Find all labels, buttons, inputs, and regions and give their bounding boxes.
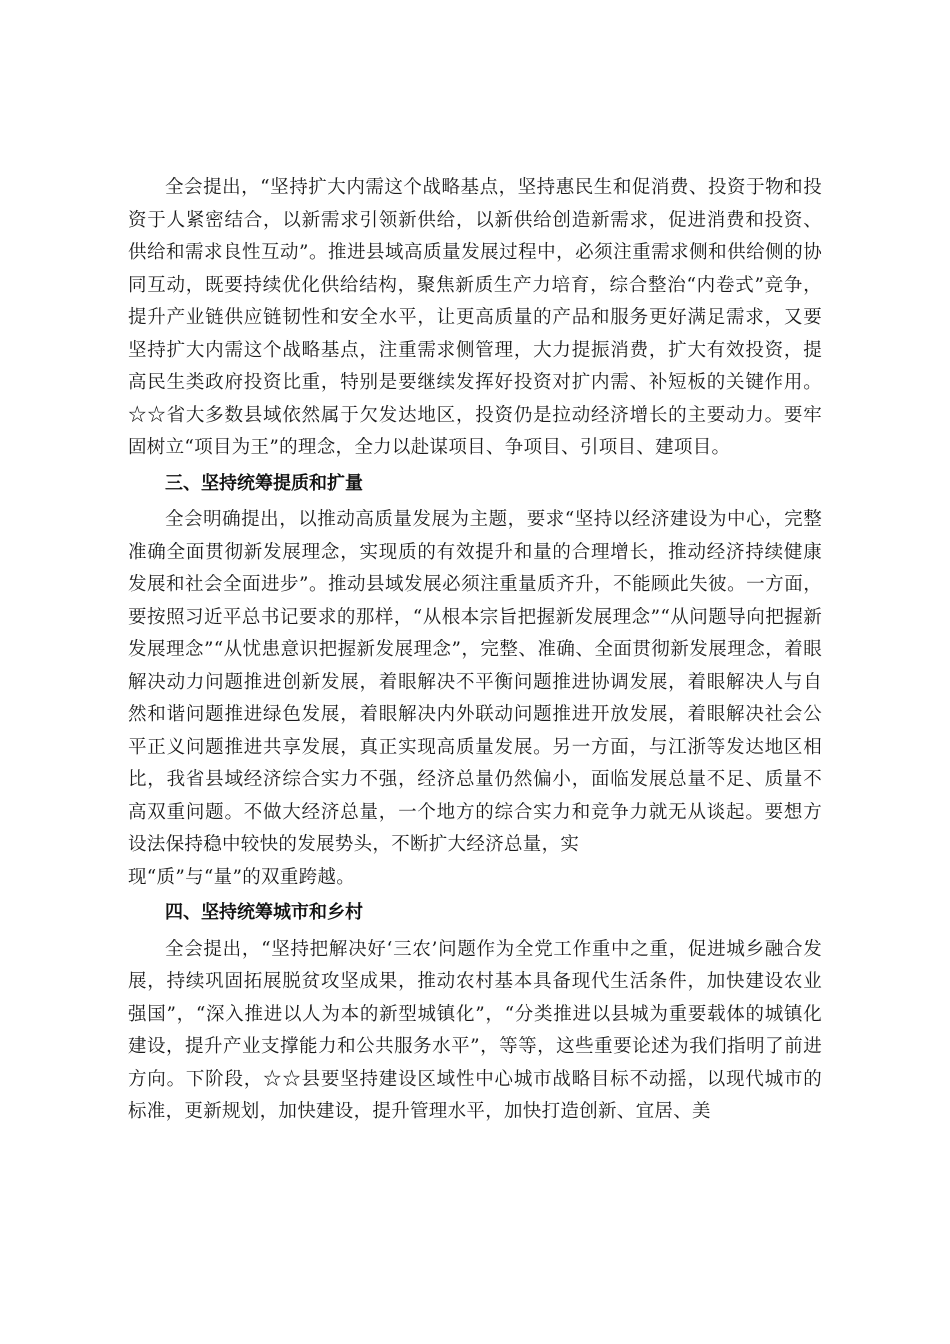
body-paragraph: 全会提出，“坚持把解决好‘三农’问题作为全党工作重中之重，促进城乡融合发展，持续巩固拓展脱贫攻坚成果，推动农村基本具备现代生活条件，加快建设农业强国”，“深入推进以人为本的新型城镇化”，“分类推进以县城为重要载体的城镇化建设，提升产业支撑能力和公共服务水平”，等等，这些重要论述为我们指明了前进方向。下阶段，☆☆县要坚持建设区域性中心城市战略目标不动摇，以现代城市的标准，更新规划，加快建设，提升管理水平，加快打造创新、宜居、美	[128, 938, 822, 1122]
paragraph-text: 全会明确提出，以推动高质量发展为主题，要求“坚持以经济建设为中心，完整准确全面贯彻新发展理念，实现质的有效提升和量的合理增长，推动经济持续健康发展和社会全面进步”。推动县域发展必须注重量质齐升，不能顾此失彼。一方面，要按照习近平总书记要求的那样，“从根本宗旨把握新发展理念”“从问题导向把握新发展理念”“从忧患意识把握新发展理念”，完整、准确、全面贯彻新发展理念，着眼解决动力问题推进创新发展，着眼解决不平衡问题推进协调发展，着眼解决人与自然和谐问题推进绿色发展，着眼解决内外联动问题推进开放发展，着眼解决社会公平正义问题推进共享发展，真正实现高质量发展。另一方面，与江浙等发达地区相比，我省县域经济综合实力不强，经济总量仍然偏小，面临发展总量不足、质量不高双重问题。不做大经济总量，一个地方的综合实力和竞争力就无从谈起。要想方设法保持稳中较快的发展势头，不断扩大经济总量，实	[128, 509, 822, 855]
paragraph-continuation: 现“质”与“量”的双重跨越。	[128, 866, 356, 888]
section-heading: 三、坚持统筹提质和扩量	[165, 472, 363, 494]
section-heading: 四、坚持统筹城市和乡村	[165, 902, 363, 923]
document-body	[128, 172, 822, 1129]
body-paragraph	[128, 504, 822, 894]
body-paragraph: 全会提出，“坚持扩大内需这个战略基点，坚持惠民生和促消费、投资于物和投资于人紧密结合，以新需求引领新供给，以新供给创造新需求，促进消费和投资、供给和需求良性互动”。推进县域高质量发展过程中，必须注重需求侧和供给侧的协同互动，既要持续优化供给结构，聚焦新质生产力培育，综合整治“内卷式”竞争，提升产业链供应链韧性和安全水平，让更高质量的产品和服务更好满足需求，又要坚持扩大内需这个战略基点，注重需求侧管理，大力提振消费，扩大有效投资，提高民生类政府投资比重，特别是要继续发挥好投资对扩内需、补短板的关键作用。☆☆省大多数县域依然属于欠发达地区，投资仍是拉动经济增长的主要动力。要牢固树立“项目为王”的理念，全力以赴谋项目、争项目、引项目、建项目。	[128, 177, 822, 458]
